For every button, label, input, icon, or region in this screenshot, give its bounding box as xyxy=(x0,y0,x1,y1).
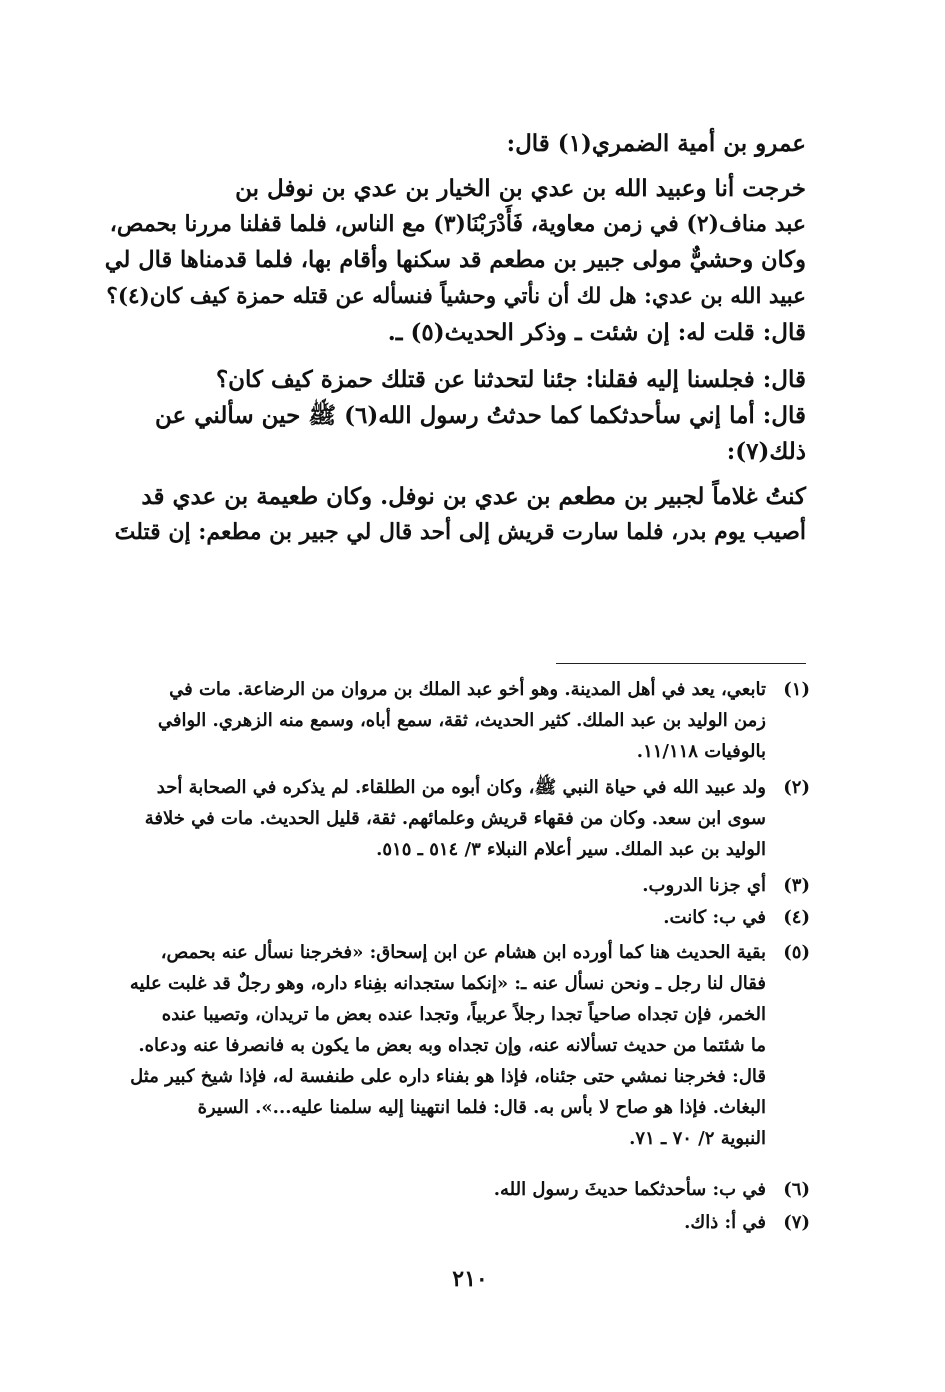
footnote-7 xyxy=(102,1207,810,1238)
footnote-line: الخمر، فإن تجداه صاحياً تجدا رجلاً عربياً، وتجدا عنده بعض ما تريدان، وتصيبا عنده xyxy=(161,1004,766,1025)
body-line: قال: فجلسنا إليه فقلنا: جئنا لتحدثنا عن قتلك حمزة كيف كان؟ xyxy=(215,366,806,393)
footnote-1 xyxy=(102,674,810,767)
footnote-number: (٤) xyxy=(783,907,810,928)
footnote-line: أي جزنا الدروب. xyxy=(642,875,766,896)
footnote-number: (٥) xyxy=(783,942,810,963)
footnote-line: بالوفيات ١١/١١٨. xyxy=(636,741,766,762)
footnote-number: (١) xyxy=(783,679,810,700)
body-line: وكان وحشيٌّ مولى جبير بن مطعم قد سكنها وأقام بها، فلما قدمناها قال لي xyxy=(104,247,806,273)
footnotes xyxy=(102,674,810,1244)
page-number: ٢١٠ xyxy=(452,1266,488,1292)
body-line: قال: قلت له: إن شئت ـ وذكر الحديث(٥) ـ. xyxy=(387,319,806,346)
footnote-line: البغاث. فإذا هو صاح لا بأس به. قال: فلما انتهينا إليه سلمنا عليه...». السيرة xyxy=(197,1097,766,1118)
body-line: عبد مناف(٢) في زمن معاوية، فَأَدْرَبْنَا(٣) مع الناس، فلما قفلنا مررنا بحمص، xyxy=(109,211,806,237)
footnote-number: (٧) xyxy=(783,1212,810,1233)
body-line: كنتُ غلاماً لجبير بن مطعم بن عدي بن نوفل. وكان طعيمة بن عدي قد xyxy=(141,483,806,510)
footnote-line: تابعي، يعد في أهل المدينة. وهو أخو عبد الملك بن مروان من الرضاعة. مات في xyxy=(169,679,766,700)
footnote-line: زمن الوليد بن عبد الملك. كثير الحديث، ثقة، سمع أباه، وسمع منه الزهري. الوافي xyxy=(157,710,766,731)
footnote-separator xyxy=(556,663,806,664)
body-line: أصيب يوم بدر، فلما سارت قريش إلى أحد قال لي جبير بن مطعم: إن قتلتَ xyxy=(114,519,806,545)
footnote-line: فقال لنا رجل ـ ونحن نسأل عنه ـ: «إنكما ستجدانه بفِناء داره، وهو رجلٌ قد غلبت عليه xyxy=(129,973,766,994)
footnote-line: ولد عبيد الله في حياة النبي ﷺ، وكان أبوه من الطلقاء. لم يذكره في الصحابة أحد xyxy=(156,777,766,798)
footnote-line: سوى ابن سعد. وكان من فقهاء قريش وعلمائهم. ثقة، قليل الحديث. مات في خلافة xyxy=(144,808,766,829)
footnote-line: في أ: ذاك. xyxy=(684,1212,766,1233)
footnote-4 xyxy=(102,902,810,933)
footnote-number: (٦) xyxy=(783,1179,810,1200)
body-line: ذلك(٧): xyxy=(726,438,806,465)
body-line: عمرو بن أمية الضمري(١) قال: xyxy=(506,130,806,157)
footnote-5 xyxy=(102,937,810,1154)
footnote-number: (٢) xyxy=(783,777,810,798)
footnote-line: في ب: سأحدثكما حديثَ رسول الله. xyxy=(493,1179,766,1200)
footnote-6 xyxy=(102,1174,810,1205)
footnote-line: قال: فخرجنا نمشي حتى جئناه، فإذا هو بفناء داره على طنفسة له، فإذا شيخ كبير مثل xyxy=(130,1066,766,1087)
footnote-line: النبوية ٢/ ٧٠ ـ ٧١. xyxy=(629,1128,766,1149)
footnote-line: الوليد بن عبد الملك. سير أعلام النبلاء ٣/ ٥١٤ ـ ٥١٥. xyxy=(376,839,766,860)
footnote-line: ما شئتما من حديث تسألانه عنه، وإن تجداه وبه بعض ما يكون به فانصرفا عنه ودعاه. xyxy=(138,1035,766,1056)
footnote-line: بقية الحديث هنا كما أورده ابن هشام عن ابن إسحاق: «فخرجنا نسأل عنه بحمص، xyxy=(160,942,766,963)
main-text xyxy=(104,126,806,551)
footnote-number: (٣) xyxy=(783,875,810,896)
body-line: خرجت أنا وعبيد الله بن عدي بن الخيار بن عدي بن نوفل بن xyxy=(235,175,806,202)
body-line: عبيد الله بن عدي: هل لك أن نأتي وحشياً فنسأله عن قتله حمزة كيف كان(٤)؟ xyxy=(106,284,806,309)
body-line: قال: أما إني سأحدثكما كما حدثتُ رسول الله(٦) ﷺ حين سألني عن xyxy=(155,402,806,429)
footnote-line: في ب: كانت. xyxy=(663,907,766,928)
footnote-2 xyxy=(102,772,810,865)
footnote-3 xyxy=(102,870,810,901)
